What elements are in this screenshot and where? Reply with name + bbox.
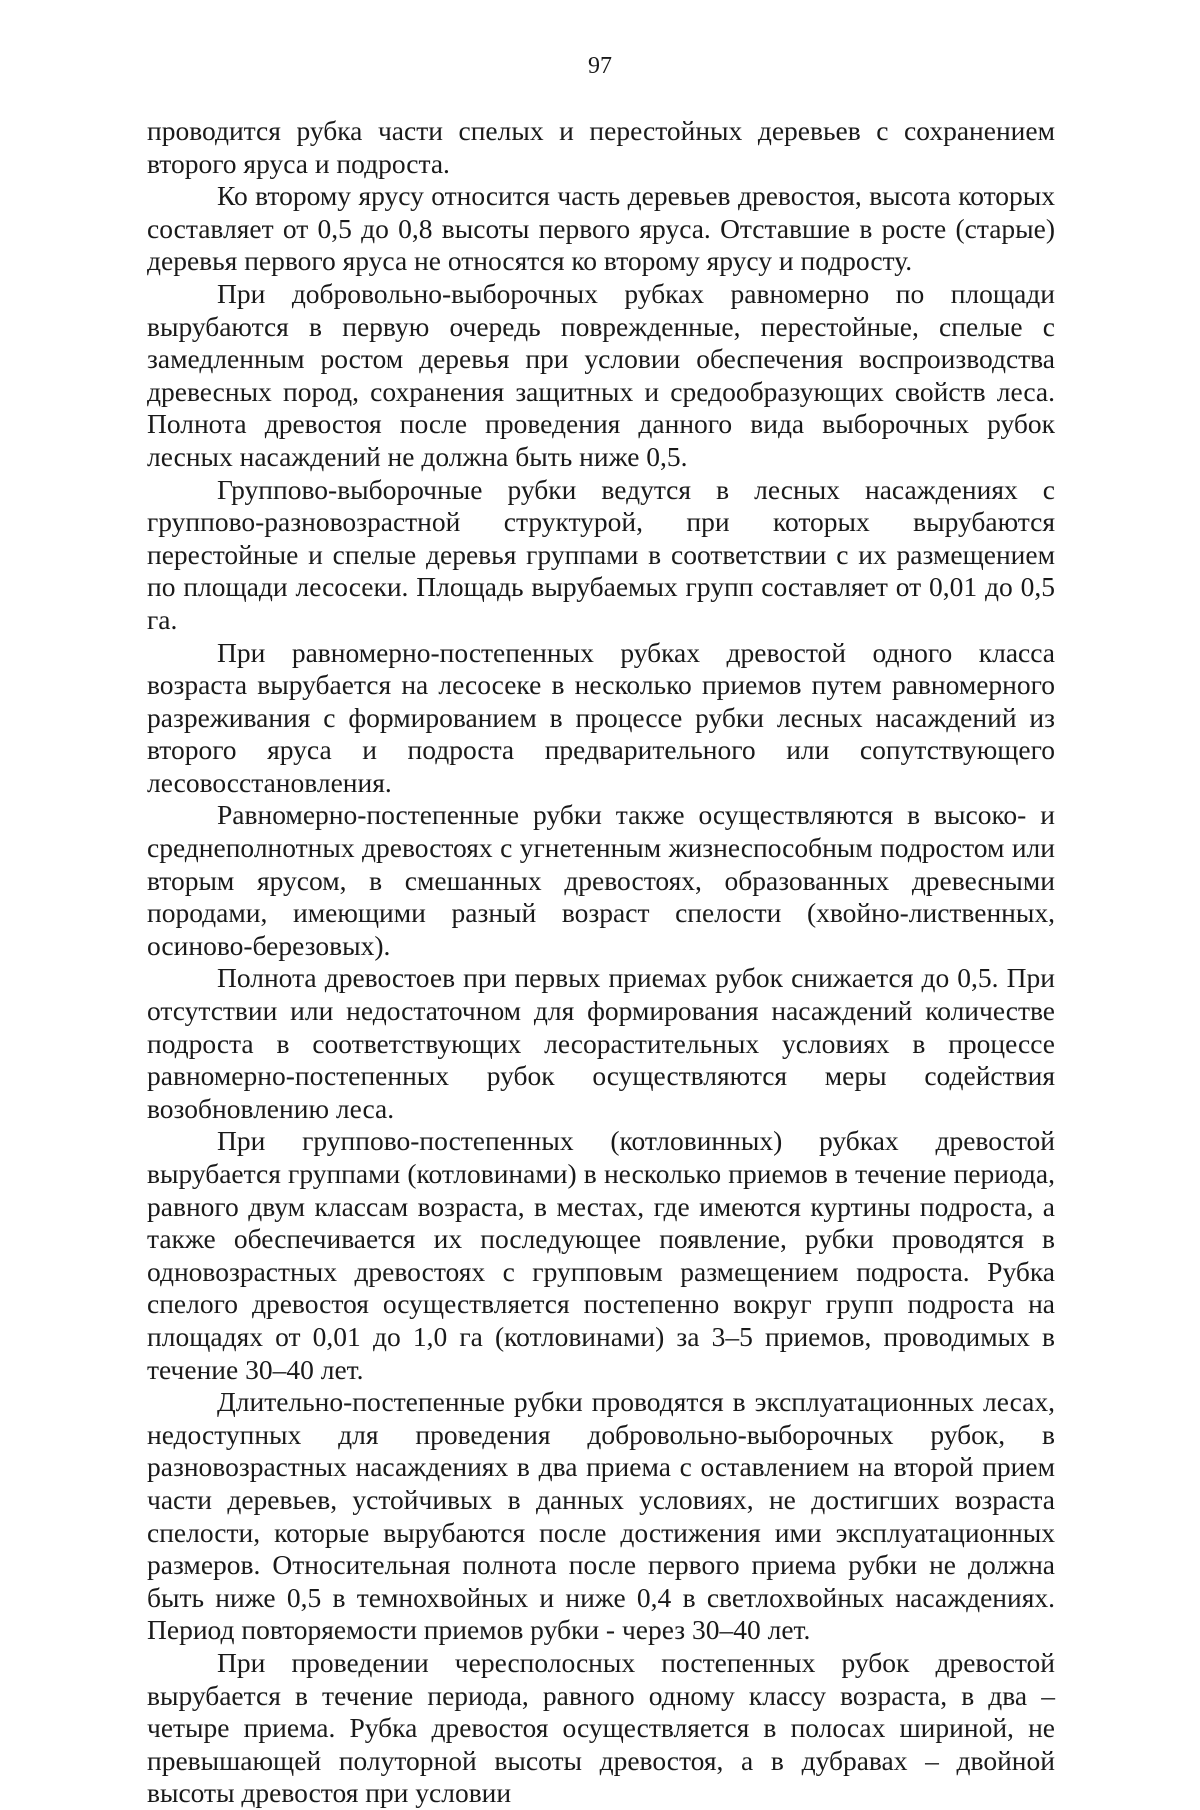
paragraph: Ко второму ярусу относится часть деревьев древостоя, высота которых составляет от 0,5 до 0,8 высоты первого яруса. Отставшие в росте (старые) деревья первого яруса не относятся ко второму ярусу и подросту.	[147, 180, 1055, 277]
paragraph: Полнота древостоев при первых приемах рубок снижается до 0,5. При отсутствии или недостаточном для формирования насаждений количестве подроста в соответствующих лесорастительных условиях в процессе равномерно-постепенных рубок осуществляются меры содействия возобновлению леса.	[147, 962, 1055, 1124]
document-body	[147, 115, 1055, 1810]
paragraph: Длительно-постепенные рубки проводятся в эксплуатационных лесах, недоступных для проведения добровольно-выборочных рубок, в разновозрастных насаждениях в два приема с оставлением на второй прием части деревьев, устойчивых в данных условиях, не достигших возраста спелости, которые вырубаются после достижения ими эксплуатационных размеров. Относительная полнота после первого приема рубки не должна быть ниже 0,5 в темнохвойных и ниже 0,4 в светлохвойных насаждениях. Период повторяемости приемов рубки - через 30–40 лет.	[147, 1386, 1055, 1646]
paragraph: Равномерно-постепенные рубки также осуществляются в высоко- и среднеполнотных древостоях с угнетенным жизнеспособным подростом или вторым ярусом, в смешанных древостоях, образованных древесными породами, имеющими разный возраст спелости (хвойно-лиственных, осиново-березовых).	[147, 799, 1055, 961]
page-number: 97	[588, 53, 612, 79]
paragraph: При группово-постепенных (котловинных) рубках древостой вырубается группами (котловинами) в несколько приемов в течение периода, равного двум классам возраста, в местах, где имеются куртины подроста, а также обеспечивается их последующее появление, рубки проводятся в одновозрастных древостоях с групповым размещением подроста. Рубка спелого древостоя осуществляется постепенно вокруг групп подроста на площадях от 0,01 до 1,0 га (котловинами) за 3–5 приемов, проводимых в течение 30–40 лет.	[147, 1125, 1055, 1385]
paragraph: Группово-выборочные рубки ведутся в лесных насаждениях с группово-разновозрастной структурой, при которых вырубаются перестойные и спелые деревья группами в соответствии с их размещением по площади лесосеки. Площадь вырубаемых групп составляет от 0,01 до 0,5 га.	[147, 473, 1055, 635]
paragraph: проводится рубка части спелых и перестойных деревьев с сохранением второго яруса и подроста.	[147, 115, 1055, 179]
paragraph: При добровольно-выборочных рубках равномерно по площади вырубаются в первую очередь поврежденные, перестойные, спелые с замедленным ростом деревья при условии обеспечения воспроизводства древесных пород, сохранения защитных и средообразующих свойств леса. Полнота древостоя после проведения данного вида выборочных рубок лесных насаждений не должна быть ниже 0,5.	[147, 277, 1055, 472]
paragraph: При проведении чересполосных постепенных рубок древостой вырубается в течение периода, равного одному классу возраста, в два – четыре приема. Рубка древостоя осуществляется в полосах шириной, не превышающей полуторной высоты древостоя, а в дубравах – двойной высоты древостоя при условии	[147, 1646, 1055, 1809]
paragraph: При равномерно-постепенных рубках древостой одного класса возраста вырубается на лесосеке в несколько приемов путем равномерного разреживания с формированием в процессе рубки лесных насаждений из второго яруса и подроста предварительного или сопутствующего лесовосстановления.	[147, 636, 1055, 798]
